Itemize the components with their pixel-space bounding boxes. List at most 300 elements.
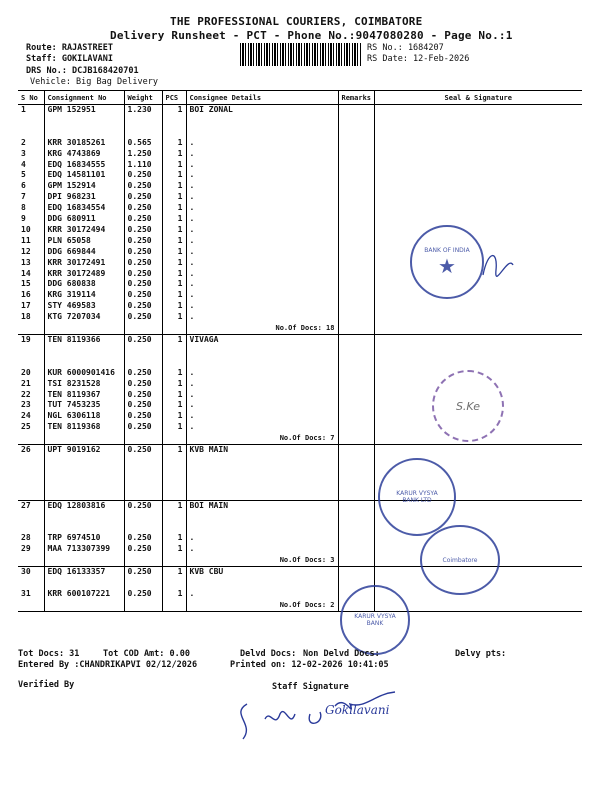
cell-consignee: VIVAGA: [186, 335, 338, 346]
cell-pcs: [162, 522, 186, 533]
cell-sno: 17: [21, 301, 31, 311]
cell-pcs: 1: [162, 544, 186, 555]
table-row: [18, 467, 582, 478]
cell-sno: [18, 456, 44, 467]
cell-remarks: [338, 500, 374, 511]
cell-remarks: [338, 400, 374, 411]
col-weight: Weight: [124, 91, 162, 105]
cell-remarks: [338, 445, 374, 456]
stamp-text: KARUR VYSYA BANK: [354, 613, 396, 627]
cell-pcs: [162, 511, 186, 522]
cell-seal: [374, 225, 582, 236]
cell-sno: 7: [21, 192, 26, 202]
cell-weight: 0.250: [124, 290, 162, 301]
cell-sno: [18, 467, 44, 478]
cell-consignment: GPM 152951: [44, 105, 124, 116]
cell-remarks: [338, 390, 374, 401]
cell-seal: [374, 335, 582, 346]
cell-consignment: DDG 680838: [44, 279, 124, 290]
table-row: [18, 149, 582, 160]
cell-consignee: [186, 357, 338, 368]
cell-pcs: 1: [162, 445, 186, 456]
cell-sno: [18, 116, 44, 127]
cell-weight: [124, 478, 162, 489]
cell-consignee: [186, 127, 338, 138]
cell-consignee: .: [186, 247, 338, 258]
cell-sno: [18, 489, 44, 500]
cell-consignee: KVB MAIN: [186, 445, 338, 456]
cell-weight: 0.250: [124, 411, 162, 422]
cell-consignment: [44, 456, 124, 467]
cell-pcs: 1: [162, 500, 186, 511]
cell-consignee: [186, 116, 338, 127]
cell-sno: 3: [21, 148, 26, 158]
table-row: [18, 489, 582, 500]
cell-sno: 1: [21, 105, 26, 114]
cell-remarks: [338, 467, 374, 478]
cell-consignment: [44, 323, 124, 334]
cell-weight: [124, 489, 162, 500]
table-row: [18, 433, 582, 444]
cell-pcs: 1: [162, 400, 186, 411]
table-row: [18, 456, 582, 467]
cell-consignment: KUR 6000901416: [44, 368, 124, 379]
cell-consignee: [186, 346, 338, 357]
table-row: [18, 160, 582, 171]
cell-weight: 0.565: [124, 138, 162, 149]
staff-signature-text: Gokilavani: [325, 703, 390, 717]
cell-weight: 0.250: [124, 214, 162, 225]
cell-remarks: [338, 533, 374, 544]
cell-consignment: PLN 65058: [44, 236, 124, 247]
cell-pcs: 1: [162, 533, 186, 544]
col-seal: Seal & Signature: [374, 91, 582, 105]
cell-sno: [18, 346, 44, 357]
cell-remarks: [338, 522, 374, 533]
cell-remarks: [338, 368, 374, 379]
cell-sno: 22: [21, 389, 31, 399]
signature-text: S.Ke: [455, 399, 481, 413]
cell-sno: [18, 555, 44, 566]
table-row: [18, 312, 582, 323]
table-row: [18, 600, 582, 611]
cell-consignment: KRR 30172489: [44, 269, 124, 280]
cell-consignee: .: [186, 203, 338, 214]
cell-remarks: [338, 379, 374, 390]
cell-pcs: [162, 489, 186, 500]
cell-weight: [124, 433, 162, 444]
cell-consignment: KRR 600107221: [44, 589, 124, 600]
cell-consignee: .: [186, 533, 338, 544]
cell-consignment: MAA 713307399: [44, 544, 124, 555]
cell-consignment: [44, 522, 124, 533]
cell-pcs: [162, 456, 186, 467]
cell-consignee: .: [186, 192, 338, 203]
cell-consignee: .: [186, 312, 338, 323]
cell-remarks: [338, 214, 374, 225]
cell-weight: 0.250: [124, 368, 162, 379]
cell-weight: [124, 511, 162, 522]
cell-seal: [374, 445, 582, 456]
table-row: [18, 290, 582, 301]
cell-consignment: [44, 433, 124, 444]
cell-seal: [374, 214, 582, 225]
cell-pcs: 1: [162, 566, 186, 577]
cell-seal: [374, 116, 582, 127]
table-row: [18, 500, 582, 511]
cell-weight: [124, 127, 162, 138]
cell-remarks: [338, 456, 374, 467]
cell-sno: 10: [21, 224, 31, 234]
cell-remarks: [338, 323, 374, 334]
cell-consignee: .: [186, 138, 338, 149]
entered-by: Entered By :CHANDRIKAPVI 02/12/2026: [18, 660, 198, 670]
cell-weight: 1.110: [124, 160, 162, 171]
cell-sno: 26: [21, 445, 31, 455]
verified-by: Verified By: [18, 680, 75, 690]
cell-consignee: .: [186, 544, 338, 555]
cell-pcs: 1: [162, 335, 186, 346]
cell-consignment: TUT 7453235: [44, 400, 124, 411]
cell-consignment: DDG 680911: [44, 214, 124, 225]
cell-sno: 25: [21, 422, 31, 432]
cell-seal: [374, 290, 582, 301]
cell-consignee: .: [186, 269, 338, 280]
cell-consignee: [186, 522, 338, 533]
table-row: [18, 138, 582, 149]
cell-seal: [374, 149, 582, 160]
cell-seal: [374, 138, 582, 149]
cell-consignee: .: [186, 236, 338, 247]
cell-weight: [124, 346, 162, 357]
cell-remarks: [338, 301, 374, 312]
cell-consignment: EDQ 14581101: [44, 170, 124, 181]
cell-sno: 2: [21, 137, 26, 147]
cell-sno: [18, 522, 44, 533]
cell-remarks: [338, 105, 374, 116]
tot-docs: Tot Docs: 31: [18, 649, 80, 659]
boi-zonal-stamp: [410, 225, 484, 299]
cell-consignee: .: [186, 390, 338, 401]
table-row: [18, 127, 582, 138]
cell-weight: 0.250: [124, 203, 162, 214]
cell-remarks: [338, 258, 374, 269]
cell-consignee: BOI MAIN: [186, 500, 338, 511]
star-icon: ★: [438, 253, 456, 278]
table-row: [18, 301, 582, 312]
cell-remarks: [338, 511, 374, 522]
cell-consignment: [44, 127, 124, 138]
col-remarks: Remarks: [338, 91, 374, 105]
cell-seal: [374, 170, 582, 181]
cell-weight: 0.250: [124, 544, 162, 555]
cell-consignment: EDQ 16834554: [44, 203, 124, 214]
cell-sno: 12: [21, 246, 31, 256]
runsheet-subtitle: Delivery Runsheet - PCT - Phone No.:9047080280 - Page No.:1: [110, 29, 513, 42]
cell-consignee: .: [186, 301, 338, 312]
cell-pcs: [162, 357, 186, 368]
cell-consignment: UPT 9019162: [44, 445, 124, 456]
table-row: [18, 368, 582, 379]
stamp-text: KARUR VYSYA BANK LTD: [396, 490, 438, 504]
cell-remarks: [338, 247, 374, 258]
cell-weight: [124, 467, 162, 478]
cell-seal: [374, 312, 582, 323]
cell-remarks: [338, 160, 374, 171]
cell-consignment: KRG 4743869: [44, 149, 124, 160]
cell-sno: [18, 323, 44, 334]
cell-remarks: [338, 489, 374, 500]
cell-weight: [124, 323, 162, 334]
cell-pcs: [162, 555, 186, 566]
cell-pcs: 1: [162, 422, 186, 433]
cell-weight: 0.250: [124, 312, 162, 323]
cell-remarks: [338, 335, 374, 346]
cell-seal: [374, 127, 582, 138]
table-row: [18, 578, 582, 589]
cell-consignment: KRG 319114: [44, 290, 124, 301]
cell-consignment: EDQ 16133357: [44, 566, 124, 577]
cell-sno: 8: [21, 203, 26, 213]
cell-pcs: [162, 600, 186, 611]
cell-sno: 23: [21, 400, 31, 410]
cell-consignment: [44, 116, 124, 127]
cell-remarks: [338, 149, 374, 160]
cell-remarks: [338, 192, 374, 203]
cell-consignee: .: [186, 225, 338, 236]
cell-weight: 0.250: [124, 400, 162, 411]
cell-consignee: No.Of Docs: 2: [186, 600, 338, 611]
cell-consignee: .: [186, 160, 338, 171]
table-row: [18, 511, 582, 522]
table-row: [18, 522, 582, 533]
cell-remarks: [338, 555, 374, 566]
table-row: [18, 589, 582, 600]
cell-consignment: DPI 968231: [44, 192, 124, 203]
cell-remarks: [338, 478, 374, 489]
cell-consignment: KRR 30172494: [44, 225, 124, 236]
cell-remarks: [338, 544, 374, 555]
cell-consignee: [186, 456, 338, 467]
cell-consignee: [186, 489, 338, 500]
cell-consignee: No.Of Docs: 7: [186, 433, 338, 444]
cell-remarks: [338, 203, 374, 214]
cell-consignment: GPM 152914: [44, 181, 124, 192]
cell-weight: [124, 555, 162, 566]
runsheet-table: [18, 90, 582, 612]
cell-weight: 0.250: [124, 335, 162, 346]
table-row: [18, 105, 582, 116]
cell-consignment: KRR 30185261: [44, 138, 124, 149]
cell-weight: 1.250: [124, 149, 162, 160]
cell-sno: [18, 511, 44, 522]
cell-remarks: [338, 346, 374, 357]
cell-weight: [124, 357, 162, 368]
cell-pcs: 1: [162, 312, 186, 323]
cell-sno: 14: [21, 268, 31, 278]
cell-pcs: 1: [162, 390, 186, 401]
stamp-text: Coimbatore: [442, 556, 478, 564]
cell-consignment: [44, 478, 124, 489]
cell-weight: 0.250: [124, 269, 162, 280]
cell-sno: 16: [21, 290, 31, 300]
cell-remarks: [338, 138, 374, 149]
table-row: [18, 346, 582, 357]
cell-sno: 21: [21, 378, 31, 388]
cell-pcs: [162, 478, 186, 489]
cell-pcs: 1: [162, 411, 186, 422]
cell-weight: 0.250: [124, 533, 162, 544]
cell-weight: 0.250: [124, 225, 162, 236]
cell-sno: [18, 578, 44, 589]
staff-signature: [225, 684, 415, 744]
cell-seal: [374, 357, 582, 368]
cell-consignment: [44, 578, 124, 589]
cell-consignment: [44, 511, 124, 522]
staff: Staff: GOKILAVANI: [26, 54, 113, 64]
cell-seal: [374, 105, 582, 116]
cell-consignment: [44, 555, 124, 566]
cell-consignee: KVB CBU: [186, 566, 338, 577]
cell-weight: 0.250: [124, 379, 162, 390]
cell-pcs: 1: [162, 379, 186, 390]
cell-weight: 0.250: [124, 589, 162, 600]
cell-weight: 0.250: [124, 181, 162, 192]
cell-remarks: [338, 225, 374, 236]
rs-number: RS No.: 1684207: [367, 43, 444, 53]
cell-weight: [124, 600, 162, 611]
cell-consignment: TRP 6974510: [44, 533, 124, 544]
cell-consignment: [44, 346, 124, 357]
cell-pcs: 1: [162, 589, 186, 600]
cell-weight: 0.250: [124, 258, 162, 269]
staff-signature-label: Staff Signature: [272, 682, 349, 692]
col-consignee: Consignee Details: [186, 91, 338, 105]
cell-consignee: .: [186, 214, 338, 225]
table-row: [18, 116, 582, 127]
cell-remarks: [338, 290, 374, 301]
cell-consignment: KTG 7207034: [44, 312, 124, 323]
cell-remarks: [338, 566, 374, 577]
table-row: [18, 478, 582, 489]
cell-consignee: .: [186, 400, 338, 411]
cell-consignee: No.Of Docs: 3: [186, 555, 338, 566]
cell-remarks: [338, 433, 374, 444]
cell-seal: [374, 323, 582, 334]
kvb-cbu-stamp: [340, 585, 410, 655]
cell-weight: 0.250: [124, 301, 162, 312]
delvd-docs: Delvd Docs:: [240, 649, 297, 659]
company-title: THE PROFESSIONAL COURIERS, COIMBATORE: [170, 15, 423, 28]
stamp-text: BANK OF INDIA: [424, 246, 470, 254]
cell-pcs: 1: [162, 236, 186, 247]
cell-weight: 0.250: [124, 192, 162, 203]
table-row: [18, 323, 582, 334]
cell-remarks: [338, 269, 374, 280]
cell-consignee: .: [186, 290, 338, 301]
table-row: [18, 533, 582, 544]
cell-sno: 27: [21, 500, 31, 510]
cell-pcs: 1: [162, 160, 186, 171]
cell-seal: [374, 203, 582, 214]
cell-consignee: .: [186, 149, 338, 160]
cell-sno: 19: [21, 335, 31, 344]
cell-sno: 20: [21, 367, 31, 377]
route: Route: RAJASTREET: [26, 43, 113, 53]
cell-remarks: [338, 236, 374, 247]
cell-pcs: [162, 346, 186, 357]
cell-weight: 0.250: [124, 422, 162, 433]
cell-sno: [18, 433, 44, 444]
cell-remarks: [338, 116, 374, 127]
table-row: [18, 214, 582, 225]
delvy-pts: Delvy pts:: [455, 649, 507, 659]
cell-consignment: TEN 8119368: [44, 422, 124, 433]
barcode: [240, 43, 362, 66]
cell-consignee: .: [186, 368, 338, 379]
cell-weight: [124, 456, 162, 467]
cell-consignment: [44, 600, 124, 611]
table-row: [18, 445, 582, 456]
cell-pcs: 1: [162, 279, 186, 290]
cell-consignment: TSI 8231528: [44, 379, 124, 390]
cell-consignee: .: [186, 422, 338, 433]
col-pcs: PCS: [162, 91, 186, 105]
cell-weight: 0.250: [124, 566, 162, 577]
cell-consignee: [186, 578, 338, 589]
cell-pcs: 1: [162, 192, 186, 203]
cell-pcs: 1: [162, 170, 186, 181]
cell-pcs: 1: [162, 138, 186, 149]
cell-consignment: [44, 357, 124, 368]
cell-consignee: .: [186, 258, 338, 269]
cell-seal: [374, 301, 582, 312]
col-consignment: Consignment No: [44, 91, 124, 105]
cell-consignee: .: [186, 279, 338, 290]
cell-sno: 4: [21, 159, 26, 169]
cell-weight: [124, 578, 162, 589]
signature-mark: [478, 245, 518, 285]
cell-consignee: [186, 478, 338, 489]
boi-main-stamp: [420, 525, 500, 595]
cell-consignee: .: [186, 411, 338, 422]
cell-consignment: EDQ 12803816: [44, 500, 124, 511]
table-row: [18, 357, 582, 368]
cell-sno: 5: [21, 170, 26, 180]
cell-remarks: [338, 170, 374, 181]
cell-seal: [374, 192, 582, 203]
cell-seal: [374, 160, 582, 171]
cell-weight: 1.230: [124, 105, 162, 116]
cell-sno: 28: [21, 533, 31, 543]
cell-pcs: 1: [162, 290, 186, 301]
cell-sno: [18, 357, 44, 368]
cell-sno: [18, 478, 44, 489]
table-row: [18, 170, 582, 181]
cell-consignee: [186, 467, 338, 478]
cell-remarks: [338, 411, 374, 422]
cell-pcs: 1: [162, 368, 186, 379]
table-header-row: [18, 91, 582, 105]
tot-cod: Tot COD Amt: 0.00: [103, 649, 190, 659]
col-sno: S No: [18, 91, 44, 105]
drs-number: DRS No.: DCJB168420701: [26, 66, 139, 76]
cell-weight: 0.250: [124, 247, 162, 258]
cell-pcs: [162, 323, 186, 334]
table-row: [18, 225, 582, 236]
cell-consignment: NGL 6306118: [44, 411, 124, 422]
non-delvd-docs: Non Delvd Docs:: [303, 649, 380, 659]
